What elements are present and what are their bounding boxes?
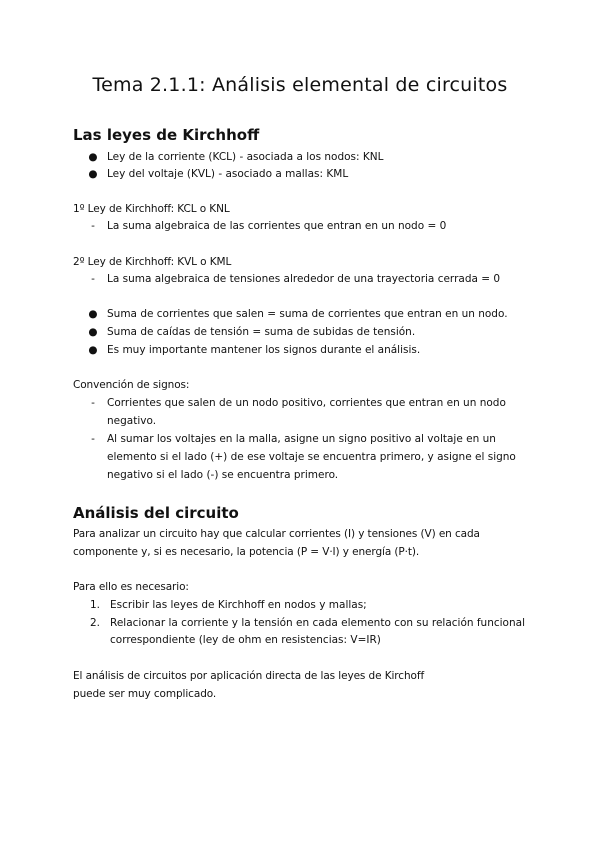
- convention-title: Convención de signos:: [73, 379, 190, 391]
- ordered-item-number: 1.: [90, 599, 101, 611]
- list-item-text: Es muy importante mantener los signos durante el análisis.: [107, 344, 421, 356]
- bullet-icon: ●: [88, 168, 98, 180]
- section-heading-analysis: Análisis del circuito: [73, 504, 239, 522]
- list-item: [88, 168, 349, 180]
- closing-line: El análisis de circuitos por aplicación directa de las leyes de Kirchoff: [73, 670, 425, 682]
- bullet-icon: ●: [88, 326, 98, 338]
- list-item-continuation: [107, 415, 156, 427]
- list-item-text: La suma algebraica de las corrientes que entran en un nodo = 0: [107, 220, 447, 232]
- list-item: [91, 433, 496, 445]
- bullet-icon: ●: [88, 151, 98, 163]
- ordered-item: [90, 599, 367, 611]
- section-heading-kirchhoff: Las leyes de Kirchhoff: [73, 126, 260, 144]
- needed-line: Para ello es necesario:: [73, 581, 189, 593]
- list-item-text: negativo si el lado (-) se encuentra primero.: [107, 469, 339, 481]
- list-item-continuation: [107, 451, 516, 463]
- bullet-icon: ●: [88, 308, 98, 320]
- paragraph-line: Para analizar un circuito hay que calcular corrientes (I) y tensiones (V) en cada: [73, 528, 480, 540]
- list-item: [88, 151, 384, 163]
- ordered-item-text: Escribir las leyes de Kirchhoff en nodos y mallas;: [110, 599, 367, 611]
- ordered-item: [90, 617, 525, 629]
- ordered-item-continuation: [110, 634, 381, 646]
- ordered-item-text: correspondiente (ley de ohm en resistencias: V=IR): [110, 634, 381, 646]
- closing-line: puede ser muy complicado.: [73, 688, 217, 700]
- dash-icon: -: [91, 273, 95, 285]
- dash-icon: -: [91, 433, 95, 445]
- dash-icon: -: [91, 397, 95, 409]
- ordered-item-text: Relacionar la corriente y la tensión en cada elemento con su relación funcional: [110, 617, 525, 629]
- law2-title: 2º Ley de Kirchhoff: KVL o KML: [73, 256, 232, 268]
- list-item-text: negativo.: [107, 415, 157, 427]
- list-item-text: La suma algebraica de tensiones alrededor de una trayectoria cerrada = 0: [107, 273, 501, 285]
- bullet-icon: ●: [88, 344, 98, 356]
- ordered-item-number: 2.: [90, 617, 101, 629]
- page-title: Tema 2.1.1: Análisis elemental de circuitos: [92, 74, 508, 96]
- list-item-text: elemento si el lado (+) de ese voltaje se encuentra primero, y asigne el signo: [107, 451, 516, 463]
- list-item: [88, 308, 508, 320]
- list-item: [88, 326, 416, 338]
- list-item-continuation: [107, 469, 338, 481]
- law1-title: 1º Ley de Kirchhoff: KCL o KNL: [73, 203, 230, 215]
- dash-icon: -: [91, 220, 95, 232]
- list-item: [91, 220, 447, 232]
- list-item-text: Suma de caídas de tensión = suma de subidas de tensión.: [107, 326, 416, 338]
- list-item-text: Ley de la corriente (KCL) - asociada a los nodos: KNL: [107, 151, 384, 163]
- list-item: [91, 273, 501, 285]
- list-item: [91, 397, 506, 409]
- list-item-text: Corrientes que salen de un nodo positivo, corrientes que entran en un nodo: [107, 397, 506, 409]
- list-item-text: Al sumar los voltajes en la malla, asigne un signo positivo al voltaje en un: [107, 433, 496, 445]
- list-item-text: Ley del voltaje (KVL) - asociado a mallas: KML: [107, 168, 349, 180]
- list-item: [88, 344, 421, 356]
- list-item-text: Suma de corrientes que salen = suma de corrientes que entran en un nodo.: [107, 308, 508, 320]
- paragraph-line: componente y, si es necesario, la potencia (P = V·I) y energía (P·t).: [73, 546, 420, 558]
